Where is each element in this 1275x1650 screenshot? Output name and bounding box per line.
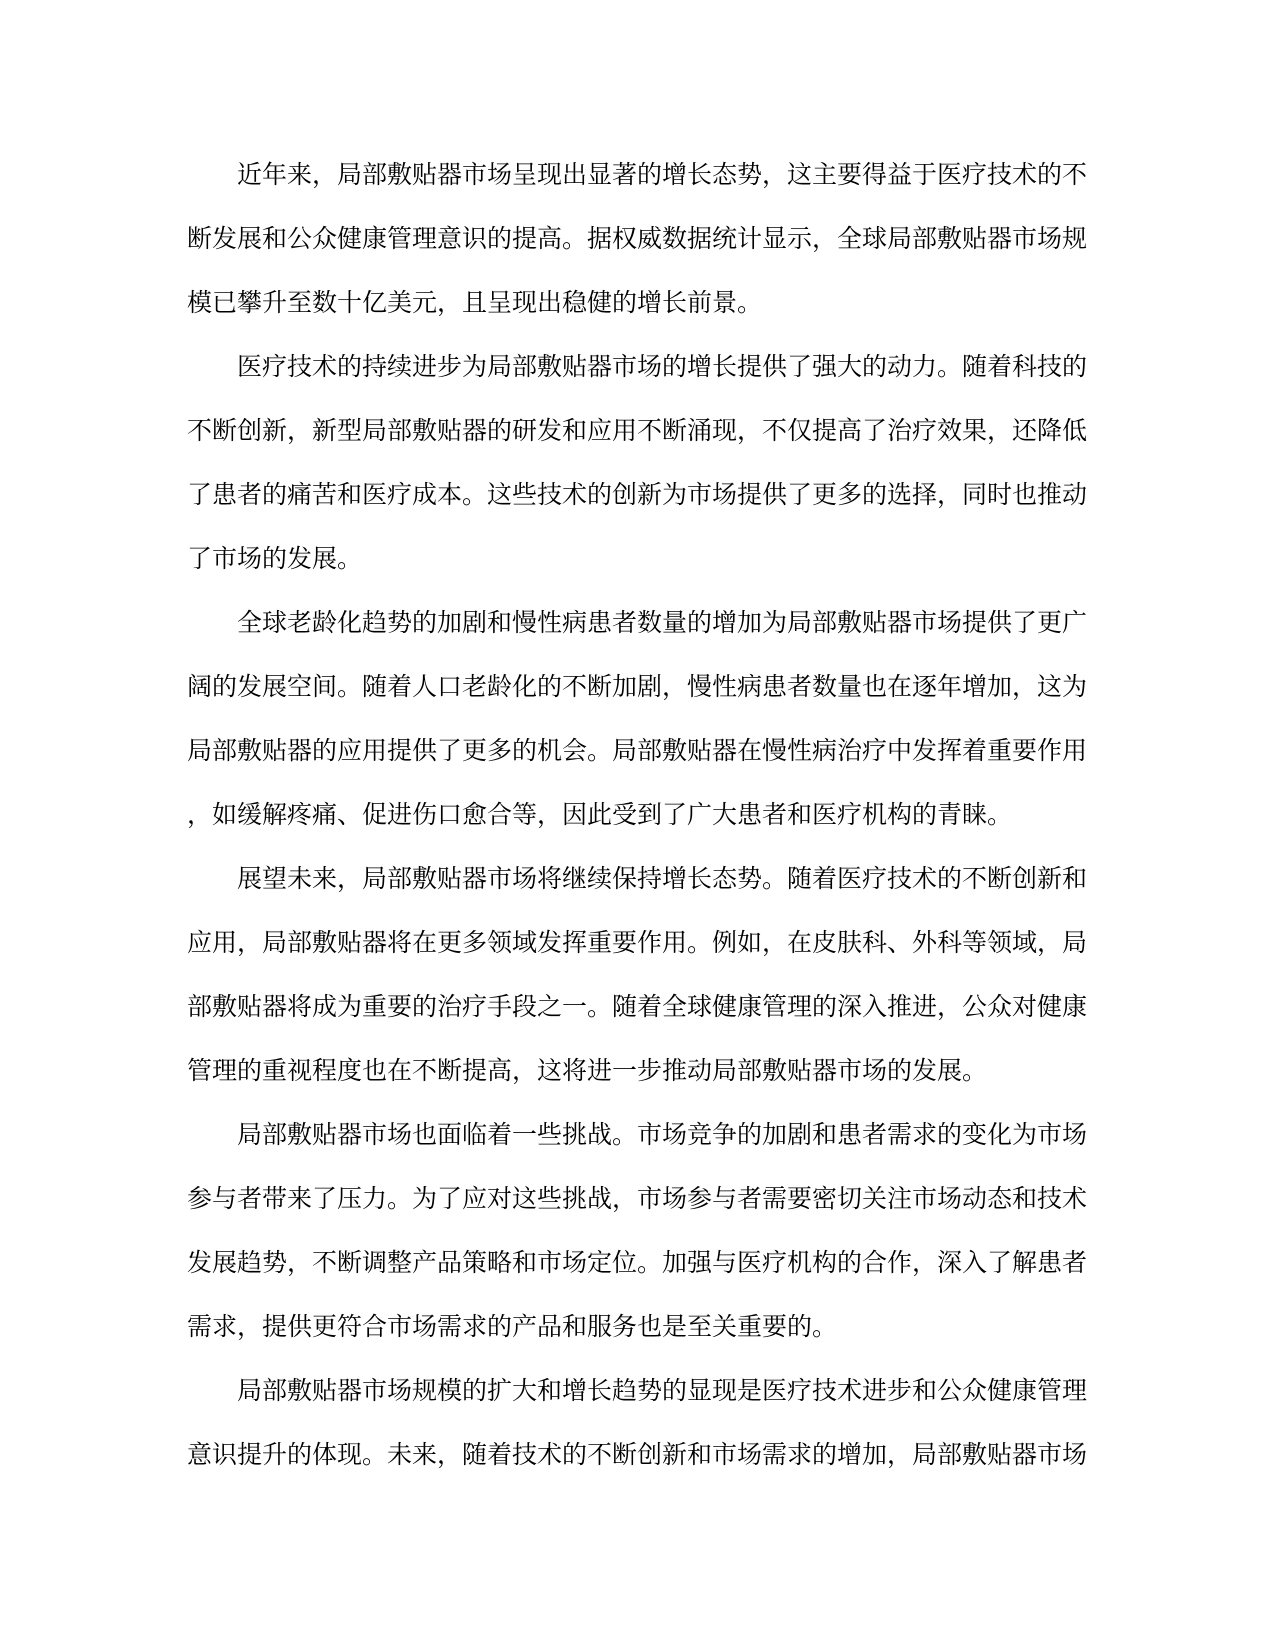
- paragraph: 局部敷贴器市场规模的扩大和增长趋势的显现是医疗技术进步和公众健康管理意识提升的体现。未来，随着技术的不断创新和市场需求的增加，局部敷贴器市场: [187, 1377, 1088, 1469]
- document-body: [187, 143, 1087, 1487]
- paragraph: 全球老龄化趋势的加剧和慢性病患者数量的增加为局部敷贴器市场提供了更广阔的发展空间。随着人口老龄化的不断加剧，慢性病患者数量也在逐年增加，这为局部敷贴器的应用提供了更多的机会。局部敷贴器在慢性病治疗中发挥着重要作用，如缓解疼痛、促进伤口愈合等，因此受到了广大患者和医疗机构的青睐。: [187, 609, 1088, 829]
- paragraph: 近年来，局部敷贴器市场呈现出显著的增长态势，这主要得益于医疗技术的不断发展和公众健康管理意识的提高。据权威数据统计显示，全球局部敷贴器市场规模已攀升至数十亿美元，且呈现出稳健的增长前景。: [187, 161, 1088, 317]
- paragraph: 医疗技术的持续进步为局部敷贴器市场的增长提供了强大的动力。随着科技的不断创新，新型局部敷贴器的研发和应用不断涌现，不仅提高了治疗效果，还降低了患者的痛苦和医疗成本。这些技术的创新为市场提供了更多的选择，同时也推动了市场的发展。: [187, 353, 1088, 573]
- paragraph: 展望未来，局部敷贴器市场将继续保持增长态势。随着医疗技术的不断创新和应用，局部敷贴器将在更多领域发挥重要作用。例如，在皮肤科、外科等领域，局部敷贴器将成为重要的治疗手段之一。随着全球健康管理的深入推进，公众对健康管理的重视程度也在不断提高，这将进一步推动局部敷贴器市场的发展。: [187, 865, 1088, 1085]
- paragraph: 局部敷贴器市场也面临着一些挑战。市场竞争的加剧和患者需求的变化为市场参与者带来了压力。为了应对这些挑战，市场参与者需要密切关注市场动态和技术发展趋势，不断调整产品策略和市场定位。加强与医疗机构的合作，深入了解患者需求，提供更符合市场需求的产品和服务也是至关重要的。: [187, 1121, 1088, 1341]
